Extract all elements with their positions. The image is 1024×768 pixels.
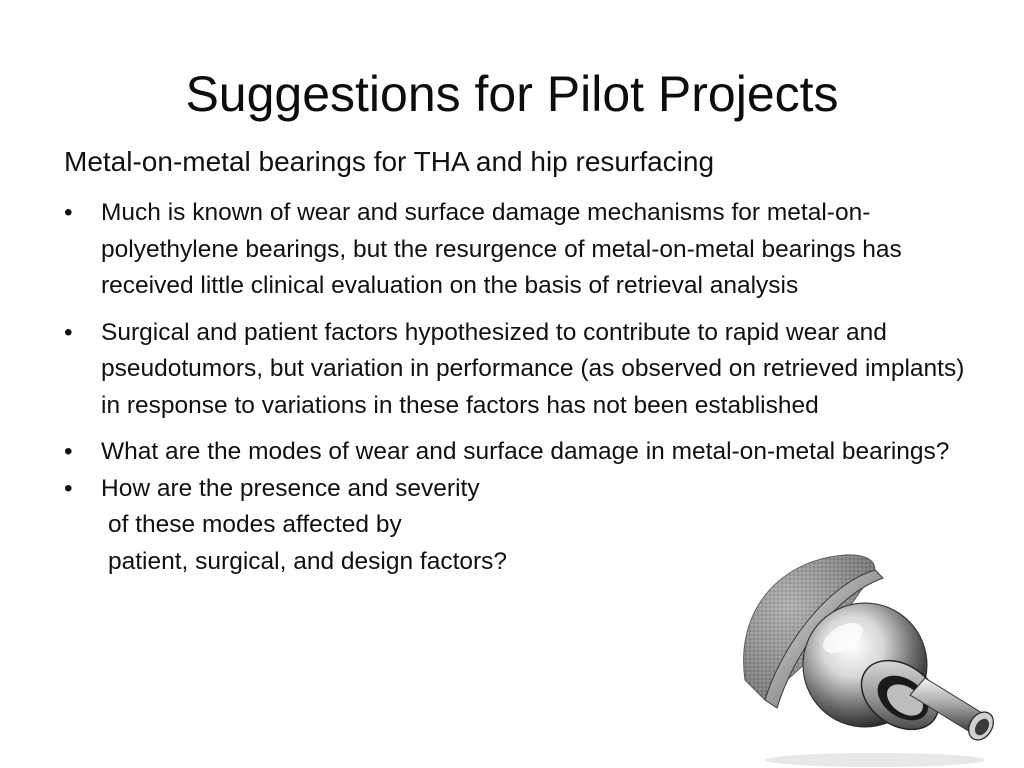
hip-implant-icon — [725, 530, 1024, 768]
slide-title: Suggestions for Pilot Projects — [185, 66, 839, 122]
bullet-marker: • — [64, 199, 73, 226]
slide-subtitle: Metal-on-metal bearings for THA and hip resurfacing — [64, 146, 715, 177]
bullet-text: Much is known of wear and surface damage mechanisms for metal-on-polyethylene bearings, but the resurgence of metal-on-metal bearings has received little clinical evaluation on the basis of retrieval analysis — [101, 199, 902, 299]
bullet-text: What are the modes of wear and surface damage in metal-on-metal bearings? — [101, 438, 950, 465]
bullet-text-line: of these modes affected by — [108, 511, 402, 538]
bullet-item — [64, 434, 974, 471]
bullet-text: Surgical and patient factors hypothesized to contribute to rapid wear and pseudotumors, but variation in performance (as observed on retrieved implants) in response to variations in these factors has not been established — [101, 318, 965, 419]
bullet-text-line: patient, surgical, and design factors? — [108, 547, 508, 575]
bullet-marker: • — [64, 318, 73, 346]
bullet-marker: • — [64, 474, 73, 502]
bullet-item — [64, 195, 974, 305]
bullet-marker: • — [64, 438, 73, 465]
bullet-item — [64, 315, 974, 425]
bullet-text-line: How are the presence and severity — [101, 474, 480, 502]
